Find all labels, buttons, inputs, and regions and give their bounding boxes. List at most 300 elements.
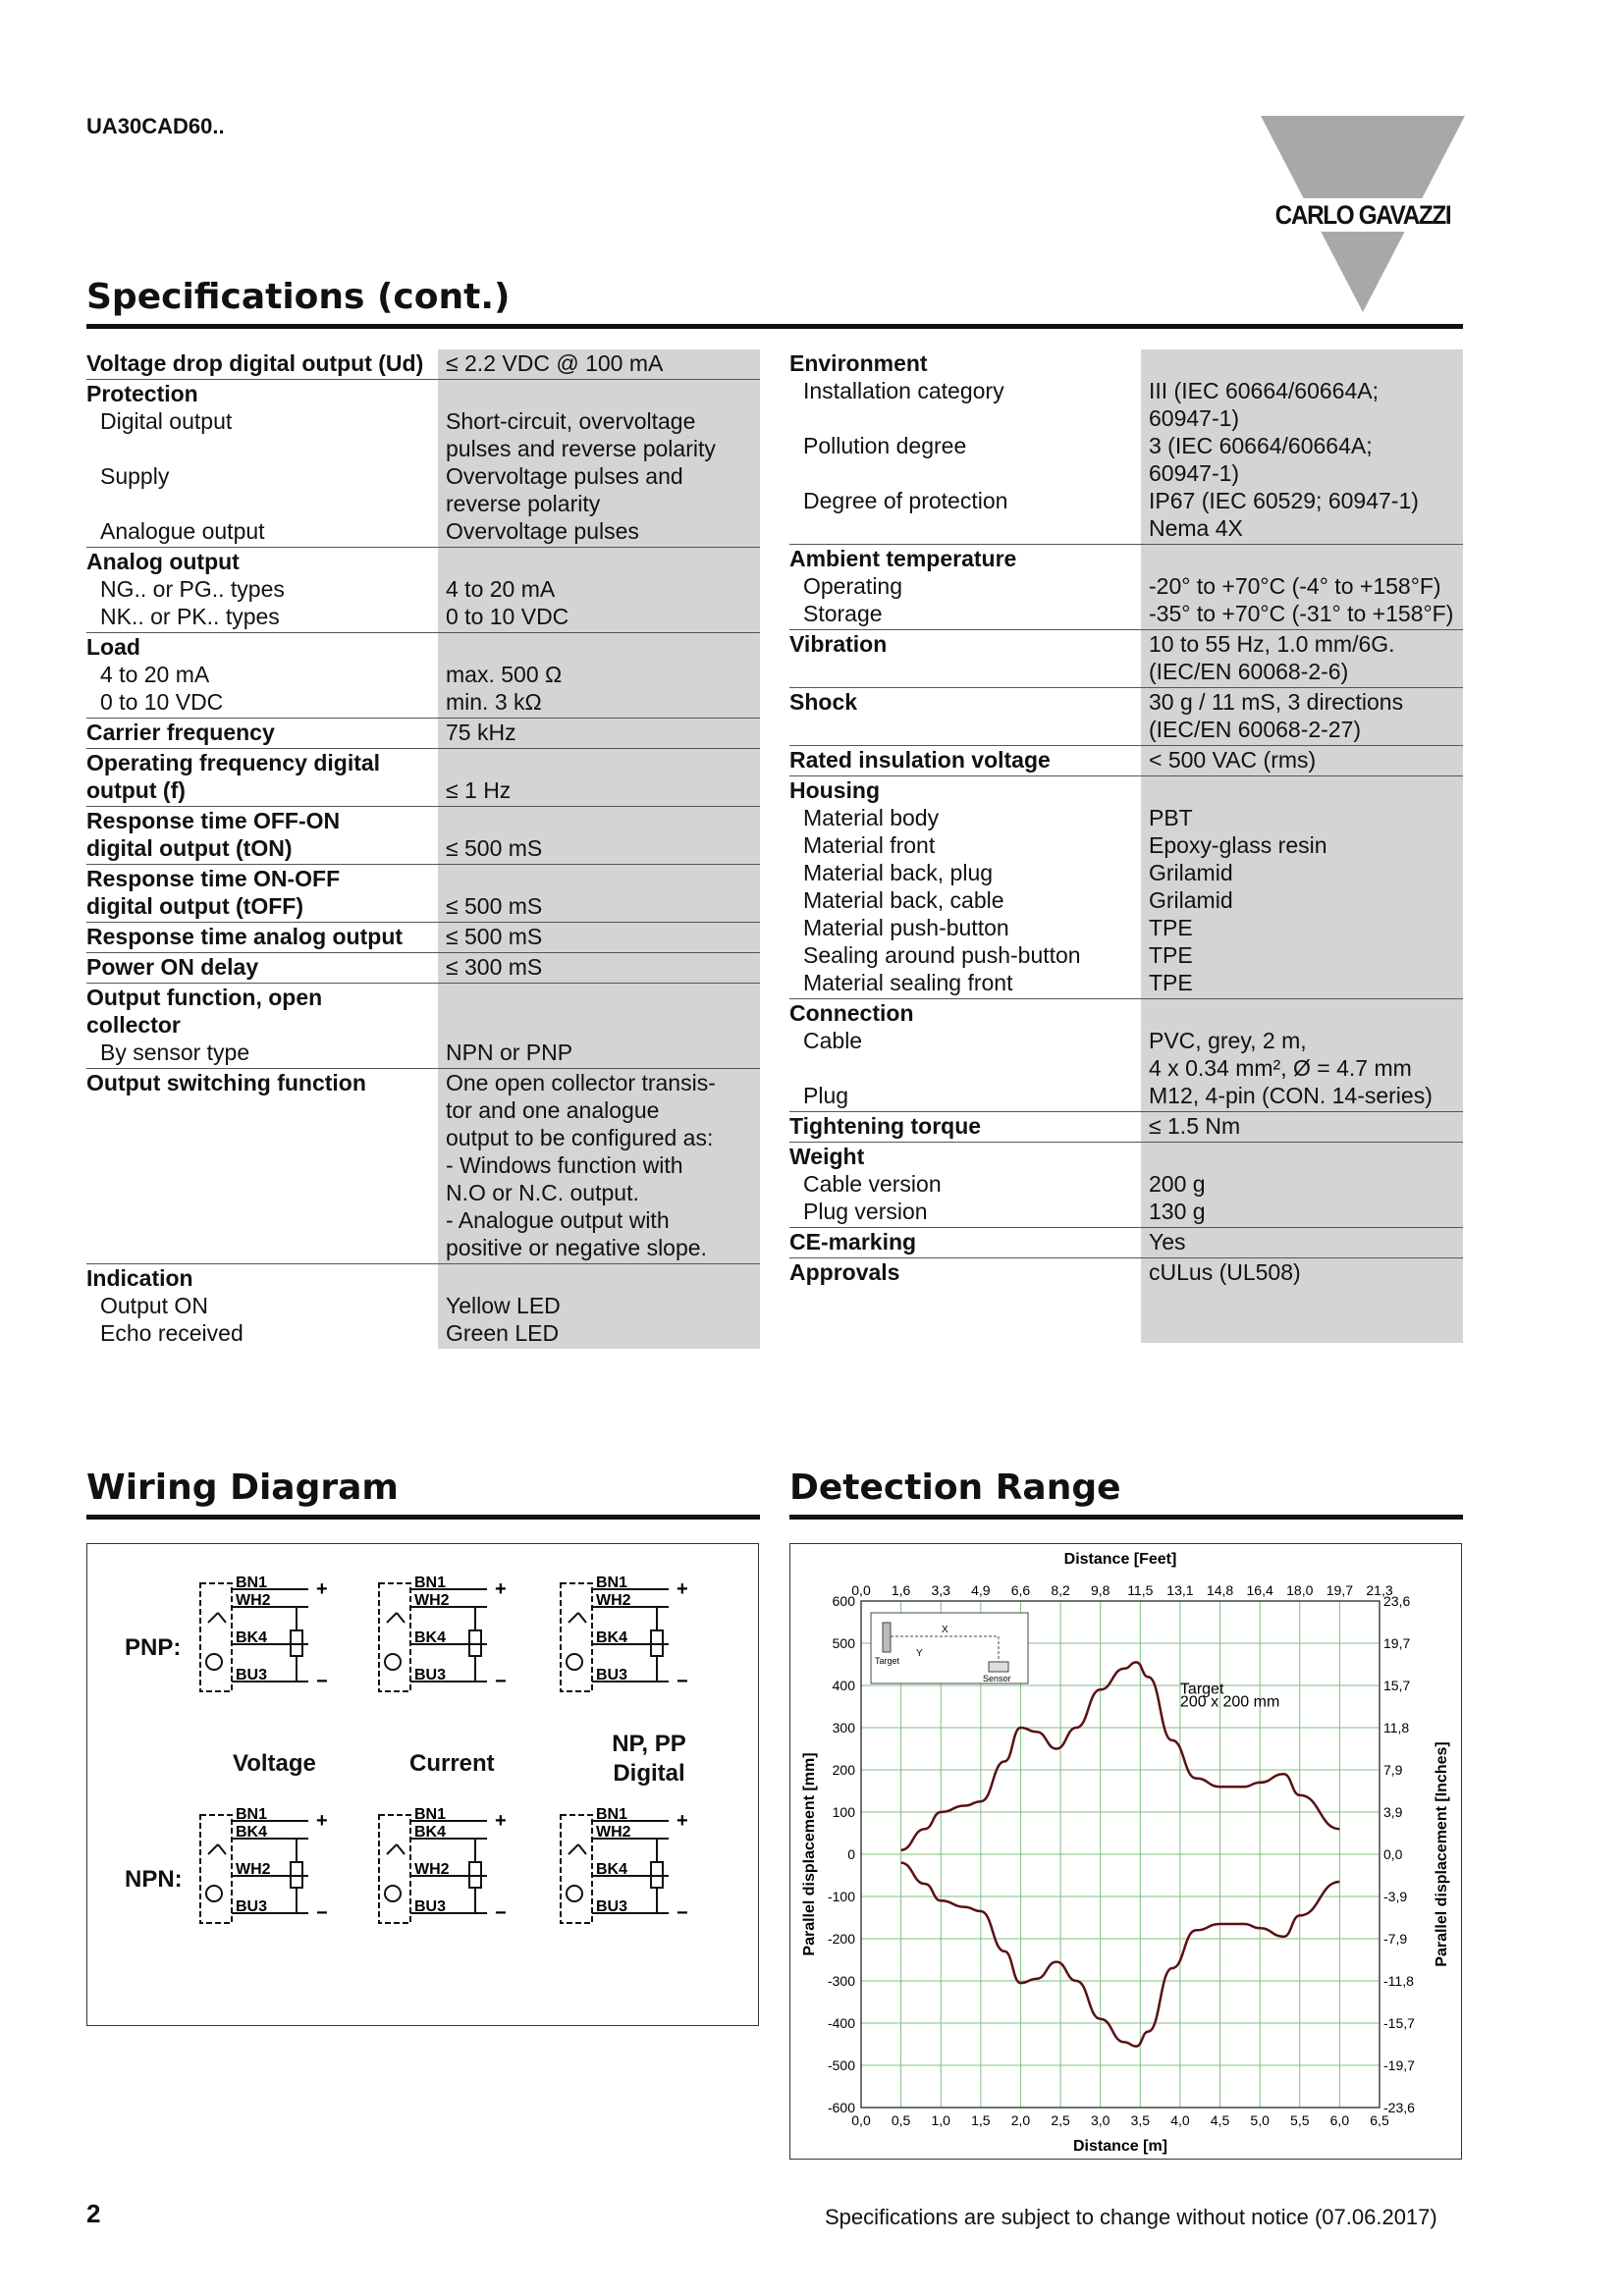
x-top-tick-label: 8,2 — [1051, 1582, 1070, 1598]
spec-label-cell — [86, 719, 438, 749]
spec-label-cell — [789, 1228, 1141, 1258]
spec-value-cell — [438, 865, 760, 923]
spec-row — [86, 1069, 760, 1264]
spec-value: 4 x 0.34 mm², Ø = 4.7 mm — [1149, 1055, 1412, 1081]
spec-label: Shock — [789, 689, 858, 715]
spec-sublabel — [789, 404, 1135, 432]
spec-value: 75 kHz — [446, 720, 516, 745]
spec-label-cell — [86, 380, 438, 548]
spec-value-cell — [438, 548, 760, 633]
schematic-pnp-digital — [561, 1575, 688, 1692]
spec-sublabel: Cable — [803, 1028, 863, 1053]
spec-row — [789, 1258, 1463, 1344]
switch-symbol — [568, 1844, 586, 1854]
spec-row — [789, 630, 1463, 688]
y-tick-label: -300 — [827, 1973, 855, 1989]
spec-value: min. 3 kΩ — [446, 689, 542, 715]
spec-label-cont: collector — [86, 1012, 181, 1038]
sensor-outline — [379, 1815, 410, 1923]
y-right-tick-label: -11,8 — [1383, 1973, 1414, 1989]
spec-row — [86, 923, 760, 953]
spec-value: Short-circuit, overvoltage — [446, 408, 696, 434]
spec-value: cULus (UL508) — [1149, 1259, 1301, 1285]
minus-sign: − — [316, 1902, 328, 1924]
spec-sublabel: Material front — [803, 832, 936, 858]
spec-value-cell — [438, 1264, 760, 1350]
x-top-tick-label: 21,3 — [1366, 1582, 1393, 1598]
spec-row — [86, 548, 760, 633]
spec-label: Output switching function — [86, 1070, 366, 1095]
spec-sublabel — [789, 1054, 1135, 1082]
spec-sublabel: Material sealing front — [803, 970, 1013, 995]
inset-sensor-label: Sensor — [983, 1674, 1011, 1683]
spec-label: Environment — [789, 350, 928, 376]
spec-row — [789, 999, 1463, 1112]
y-tick-label: 300 — [832, 1720, 855, 1735]
spec-value: Nema 4X — [1149, 515, 1243, 541]
inset-x-label: X — [942, 1625, 948, 1635]
wire-label: BN1 — [596, 1575, 628, 1591]
spec-value: Green LED — [446, 1320, 560, 1346]
wire-label: BN1 — [414, 1575, 447, 1591]
spec-label: Ambient temperature — [789, 546, 1017, 571]
x-top-tick-label: 19,7 — [1326, 1582, 1354, 1598]
wire-label: BU3 — [414, 1898, 447, 1915]
y-tick-label: -400 — [827, 2015, 855, 2031]
spec-label: Housing — [789, 777, 880, 803]
spec-value: (IEC/EN 60068-2-6) — [1149, 659, 1349, 684]
series-line-lower — [901, 1863, 1340, 2047]
spec-label-cell — [86, 633, 438, 719]
y-right-tick-label: 19,7 — [1383, 1635, 1411, 1651]
y-right-tick-label: -23,6 — [1383, 2100, 1415, 2115]
spec-value-cell — [438, 380, 760, 548]
schematic-pnp-voltage — [200, 1575, 328, 1692]
spec-sublabel — [86, 490, 432, 517]
spec-sublabel: By sensor type — [100, 1040, 250, 1065]
y-tick-label: 600 — [832, 1593, 855, 1609]
spec-sublabel: Degree of protection — [803, 488, 1008, 513]
y-right-tick-label: -15,7 — [1383, 2015, 1415, 2031]
y-right-tick-label: 23,6 — [1383, 1593, 1411, 1609]
spec-label-cell — [789, 349, 1141, 545]
digital-label: Digital — [613, 1760, 685, 1787]
x-top-tick-label: 0,0 — [851, 1582, 871, 1598]
spec-value-cell — [438, 633, 760, 719]
sensor-symbol — [206, 1654, 222, 1670]
y-axis-label: Parallel displacement [mm] — [801, 1752, 818, 1956]
spec-label: Protection — [86, 381, 198, 406]
wire-label: WH2 — [596, 1824, 631, 1841]
spec-sublabel: Cable version — [803, 1171, 942, 1197]
spec-value — [1149, 999, 1459, 1027]
spec-label: Response time analog output — [86, 924, 404, 949]
spec-sublabel: Material body — [803, 805, 940, 830]
x-tick-label: 2,5 — [1051, 2112, 1070, 2128]
spec-value: 60947-1) — [1149, 405, 1240, 431]
spec-value: pulses and reverse polarity — [446, 436, 716, 461]
spec-label-cell — [86, 865, 438, 923]
spec-sublabel: Analogue output — [100, 518, 265, 544]
spec-value: ≤ 500 mS — [446, 835, 543, 861]
spec-value-cell — [1141, 688, 1463, 746]
y-right-axis-label: Parallel displacement [Inches] — [1434, 1741, 1450, 1967]
y-right-tick-label: 0,0 — [1383, 1846, 1403, 1862]
spec-sublabel: 0 to 10 VDC — [100, 689, 224, 715]
spec-sublabel: Plug version — [803, 1199, 928, 1224]
spec-row — [86, 807, 760, 865]
spec-label: Output function, open — [86, 985, 323, 1010]
sensor-symbol — [385, 1886, 401, 1901]
spec-label-cell — [789, 1112, 1141, 1143]
x-top-tick-label: 6,6 — [1010, 1582, 1031, 1598]
wire-label: BU3 — [236, 1667, 268, 1683]
spec-label-cont: digital output (tOFF) — [86, 893, 303, 919]
page-number: 2 — [86, 2199, 101, 2228]
plus-sign: + — [677, 1810, 688, 1832]
detection-range-chart — [790, 1544, 1461, 2159]
spec-label-cell — [789, 746, 1141, 776]
spec-row — [86, 633, 760, 719]
spec-value-cell — [1141, 776, 1463, 999]
wire-label: BN1 — [414, 1806, 447, 1823]
spec-label-cell — [86, 1069, 438, 1264]
spec-sublabel: Digital output — [100, 408, 233, 434]
x-tick-label: 6,5 — [1370, 2112, 1389, 2128]
y-tick-label: -100 — [827, 1889, 855, 1904]
spec-value — [446, 1011, 756, 1039]
inset-target — [883, 1623, 891, 1652]
spec-sublabel: Material push-button — [803, 915, 1009, 940]
wiring-diagram-title: Wiring Diagram — [86, 1468, 399, 1508]
sensor-outline — [200, 1815, 232, 1923]
spec-value: PBT — [1149, 805, 1193, 830]
spec-value — [1149, 545, 1459, 572]
x-top-tick-label: 4,9 — [971, 1582, 991, 1598]
x-top-tick-label: 9,8 — [1090, 1582, 1110, 1598]
x-tick-label: 0,0 — [851, 2112, 871, 2128]
spec-sublabel: Sealing around push-button — [803, 942, 1081, 968]
x-top-tick-label: 3,3 — [931, 1582, 950, 1598]
spec-value-cell — [438, 349, 760, 380]
wiring-rule — [86, 1515, 760, 1520]
wiring-schematics — [87, 1544, 758, 2025]
minus-sign: − — [495, 1671, 507, 1692]
sensor-outline — [200, 1583, 232, 1691]
spec-value-cell — [438, 719, 760, 749]
spec-value — [446, 380, 756, 407]
spec-value: TPE — [1149, 915, 1193, 940]
switch-symbol — [387, 1613, 405, 1623]
minus-sign: − — [677, 1902, 688, 1924]
spec-value-cell — [1141, 1143, 1463, 1228]
spec-label-cell — [789, 545, 1141, 630]
spec-value — [446, 984, 756, 1011]
spec-sublabel: Material back, cable — [803, 887, 1004, 913]
sensor-symbol — [567, 1886, 582, 1901]
x-tick-label: 1,5 — [971, 2112, 991, 2128]
title-rule — [86, 324, 1463, 329]
spec-value — [446, 633, 756, 661]
inset-target-label: Target — [875, 1656, 900, 1666]
spec-value: Overvoltage pulses — [446, 518, 639, 544]
switch-symbol — [387, 1844, 405, 1854]
spec-value-cell — [1141, 999, 1463, 1112]
wire-label: BK4 — [596, 1629, 628, 1646]
wire-label: BU3 — [236, 1898, 268, 1915]
y-tick-label: 100 — [832, 1804, 855, 1820]
spec-value-cell — [1141, 1112, 1463, 1143]
spec-sublabel: Echo received — [100, 1320, 244, 1346]
wire-label: BU3 — [596, 1898, 628, 1915]
plus-sign: + — [495, 1578, 507, 1600]
spec-label: Indication — [86, 1265, 193, 1291]
spec-value: max. 500 Ω — [446, 662, 563, 687]
spec-label: Vibration — [789, 631, 888, 657]
spec-value: N.O or N.C. output. — [446, 1180, 639, 1205]
spec-sublabel: Pollution degree — [803, 433, 967, 458]
spec-value: Overvoltage pulses and — [446, 463, 683, 489]
spec-value — [1149, 776, 1459, 804]
spec-value: ≤ 1.5 Nm — [1149, 1113, 1241, 1139]
x-top-tick-label: 11,5 — [1127, 1582, 1154, 1598]
detection-rule — [789, 1515, 1463, 1520]
x-top-tick-label: 18,0 — [1286, 1582, 1314, 1598]
spec-label: Carrier frequency — [86, 720, 275, 745]
spec-sublabel: Storage — [803, 601, 883, 626]
schematic-npn-digital — [561, 1806, 688, 1924]
spec-value: - Windows function with — [446, 1152, 683, 1178]
spec-value: output to be configured as: — [446, 1125, 714, 1150]
wiring-diagram-box — [86, 1543, 759, 2026]
spec-row — [86, 380, 760, 548]
series-line-upper — [901, 1662, 1340, 1849]
schematic-pnp-current — [379, 1575, 507, 1692]
spec-sublabel — [86, 435, 432, 462]
spec-value-cell — [1141, 1228, 1463, 1258]
spec-value: M12, 4-pin (CON. 14-series) — [1149, 1083, 1433, 1108]
brand-logo — [1261, 116, 1465, 312]
spec-value-cell — [438, 923, 760, 953]
wire-label: BK4 — [236, 1824, 268, 1841]
spec-sublabel: Output ON — [100, 1293, 208, 1318]
spec-value: III (IEC 60664/60664A; — [1149, 378, 1379, 403]
y-right-tick-label: 15,7 — [1383, 1678, 1411, 1693]
pnp-label: PNP: — [125, 1634, 182, 1661]
spec-value: Grilamid — [1149, 887, 1233, 913]
y-tick-label: 0 — [847, 1846, 855, 1862]
spec-value: Yellow LED — [446, 1293, 561, 1318]
spec-label: Operating frequency digital — [86, 750, 381, 775]
spec-label: Analog output — [86, 549, 240, 574]
y-right-tick-label: -7,9 — [1383, 1931, 1408, 1947]
spec-value: tor and one analogue — [446, 1097, 660, 1123]
spec-label-cell — [86, 749, 438, 807]
spec-value: -20° to +70°C (-4° to +158°F) — [1149, 573, 1441, 599]
spec-value: ≤ 2.2 VDC @ 100 mA — [446, 350, 664, 376]
y-tick-label: 500 — [832, 1635, 855, 1651]
switch-symbol — [568, 1613, 586, 1623]
x-tick-label: 0,5 — [891, 2112, 911, 2128]
y-right-tick-label: 3,9 — [1383, 1804, 1403, 1820]
x-tick-label: 4,5 — [1210, 2112, 1230, 2128]
spec-sublabel: Operating — [803, 573, 903, 599]
wire-label: WH2 — [414, 1861, 450, 1878]
y-tick-label: 400 — [832, 1678, 855, 1693]
spec-label: Power ON delay — [86, 954, 259, 980]
spec-value: Grilamid — [1149, 860, 1233, 885]
wire-label: BU3 — [596, 1667, 628, 1683]
x-tick-label: 2,0 — [1010, 2112, 1031, 2128]
x-tick-label: 4,0 — [1170, 2112, 1190, 2128]
np-pp-label: NP, PP — [612, 1731, 686, 1757]
spec-value-cell — [438, 953, 760, 984]
wire-label: WH2 — [236, 1861, 271, 1878]
spec-value-cell — [1141, 349, 1463, 545]
y-tick-label: -200 — [827, 1931, 855, 1947]
spec-row — [789, 1228, 1463, 1258]
minus-sign: − — [495, 1902, 507, 1924]
x-top-tick-label: 13,1 — [1166, 1582, 1194, 1598]
spec-label: Voltage drop digital output (Ud) — [86, 350, 424, 376]
plus-sign: + — [495, 1810, 507, 1832]
spec-label: Rated insulation voltage — [789, 747, 1051, 773]
spec-value — [1149, 349, 1459, 377]
wire-label: WH2 — [414, 1592, 450, 1609]
spec-sublabel: Material back, plug — [803, 860, 994, 885]
spec-label: Approvals — [789, 1259, 900, 1285]
wire-label: BK4 — [236, 1629, 268, 1646]
spec-label-cell — [86, 349, 438, 380]
spec-label: Connection — [789, 1000, 914, 1026]
wire-label: BN1 — [236, 1575, 268, 1591]
spec-label-cont: digital output (tON) — [86, 835, 293, 861]
x-tick-label: 5,0 — [1250, 2112, 1270, 2128]
detection-range-title: Detection Range — [789, 1468, 1121, 1508]
spec-value: PVC, grey, 2 m, — [1149, 1028, 1307, 1053]
spec-value: One open collector transis- — [446, 1070, 716, 1095]
spec-sublabel — [789, 459, 1135, 487]
spec-label: Response time ON-OFF — [86, 866, 341, 891]
spec-value: 3 (IEC 60664/60664A; — [1149, 433, 1373, 458]
spec-value — [1149, 1143, 1459, 1170]
spec-label-cell — [86, 1264, 438, 1350]
spec-value: -35° to +70°C (-31° to +158°F) — [1149, 601, 1454, 626]
spec-row — [789, 746, 1463, 776]
spec-sublabel: Installation category — [803, 378, 1004, 403]
y-right-tick-label: 7,9 — [1383, 1762, 1403, 1778]
spec-value: ≤ 500 mS — [446, 893, 543, 919]
spec-label: Tightening torque — [789, 1113, 982, 1139]
spec-value-cell — [438, 807, 760, 865]
spec-row — [789, 776, 1463, 999]
x-axis-label: Distance [m] — [1072, 2138, 1168, 2155]
spec-label-cell — [789, 630, 1141, 688]
x-tick-label: 1,0 — [931, 2112, 950, 2128]
spec-value-cell — [438, 749, 760, 807]
spec-label-cont: output (f) — [86, 777, 186, 803]
spec-label-cell — [789, 999, 1141, 1112]
specifications-title: Specifications (cont.) — [86, 277, 511, 317]
x-top-tick-label: 16,4 — [1246, 1582, 1273, 1598]
spec-value — [446, 865, 756, 892]
spec-value: 0 to 10 VDC — [446, 604, 569, 629]
spec-value: 10 to 55 Hz, 1.0 mm/6G. — [1149, 631, 1395, 657]
inset-y-label: Y — [916, 1648, 923, 1659]
spec-label-cell — [789, 1143, 1141, 1228]
spec-value-cell — [1141, 1258, 1463, 1344]
spec-value: ≤ 300 mS — [446, 954, 543, 980]
sensor-outline — [379, 1583, 410, 1691]
spec-sublabel: NG.. or PG.. types — [100, 576, 285, 602]
spec-value-cell — [1141, 746, 1463, 776]
x-tick-label: 5,5 — [1290, 2112, 1310, 2128]
spec-sublabel: NK.. or PK.. types — [100, 604, 280, 629]
spec-value: Yes — [1149, 1229, 1186, 1255]
sensor-outline — [561, 1815, 592, 1923]
y-right-tick-label: -3,9 — [1383, 1889, 1408, 1904]
switch-symbol — [208, 1844, 226, 1854]
spec-value: (IEC/EN 60068-2-27) — [1149, 717, 1362, 742]
x-tick-label: 3,5 — [1130, 2112, 1151, 2128]
chart-title: Distance [Feet] — [1063, 1551, 1177, 1568]
wire-label: BK4 — [414, 1824, 447, 1841]
spec-label-cell — [86, 953, 438, 984]
spec-value: TPE — [1149, 942, 1193, 968]
spec-label-cell — [86, 807, 438, 865]
spec-label-cell — [789, 688, 1141, 746]
x-top-tick-label: 14,8 — [1206, 1582, 1234, 1598]
plus-sign: + — [316, 1810, 328, 1832]
spec-value: - Analogue output with — [446, 1207, 670, 1233]
document-id: UA30CAD60.. — [86, 114, 225, 138]
spec-value-cell — [1141, 545, 1463, 630]
minus-sign: − — [677, 1671, 688, 1692]
npn-label: NPN: — [125, 1866, 183, 1893]
wire-label: BN1 — [596, 1806, 628, 1823]
voltage-label: Voltage — [233, 1750, 316, 1777]
spec-label: Response time OFF-ON — [86, 808, 341, 833]
spec-row — [789, 1143, 1463, 1228]
sensor-symbol — [206, 1886, 222, 1901]
x-top-tick-label: 1,6 — [891, 1582, 911, 1598]
spec-value: 30 g / 11 mS, 3 directions — [1149, 689, 1404, 715]
sensor-outline — [561, 1583, 592, 1691]
spec-value: positive or negative slope. — [446, 1235, 707, 1260]
spec-value: ≤ 500 mS — [446, 924, 543, 949]
spec-value: NPN or PNP — [446, 1040, 573, 1065]
spec-row — [86, 719, 760, 749]
spec-row — [86, 984, 760, 1069]
current-label: Current — [409, 1750, 495, 1777]
sensor-symbol — [567, 1654, 582, 1670]
minus-sign: − — [316, 1671, 328, 1692]
wire-label: BU3 — [414, 1667, 447, 1683]
spec-value-cell — [438, 984, 760, 1069]
spec-row — [789, 1112, 1463, 1143]
spec-row — [86, 953, 760, 984]
spec-value — [446, 807, 756, 834]
spec-value-cell — [438, 1069, 760, 1264]
spec-label-cell — [789, 1258, 1141, 1344]
plus-sign: + — [677, 1578, 688, 1600]
spec-value: 200 g — [1149, 1171, 1206, 1197]
detection-chart-box — [789, 1543, 1462, 2160]
spec-value: 4 to 20 mA — [446, 576, 556, 602]
spec-value: ≤ 1 Hz — [446, 777, 512, 803]
spec-value: reverse polarity — [446, 491, 601, 516]
spec-row — [86, 749, 760, 807]
